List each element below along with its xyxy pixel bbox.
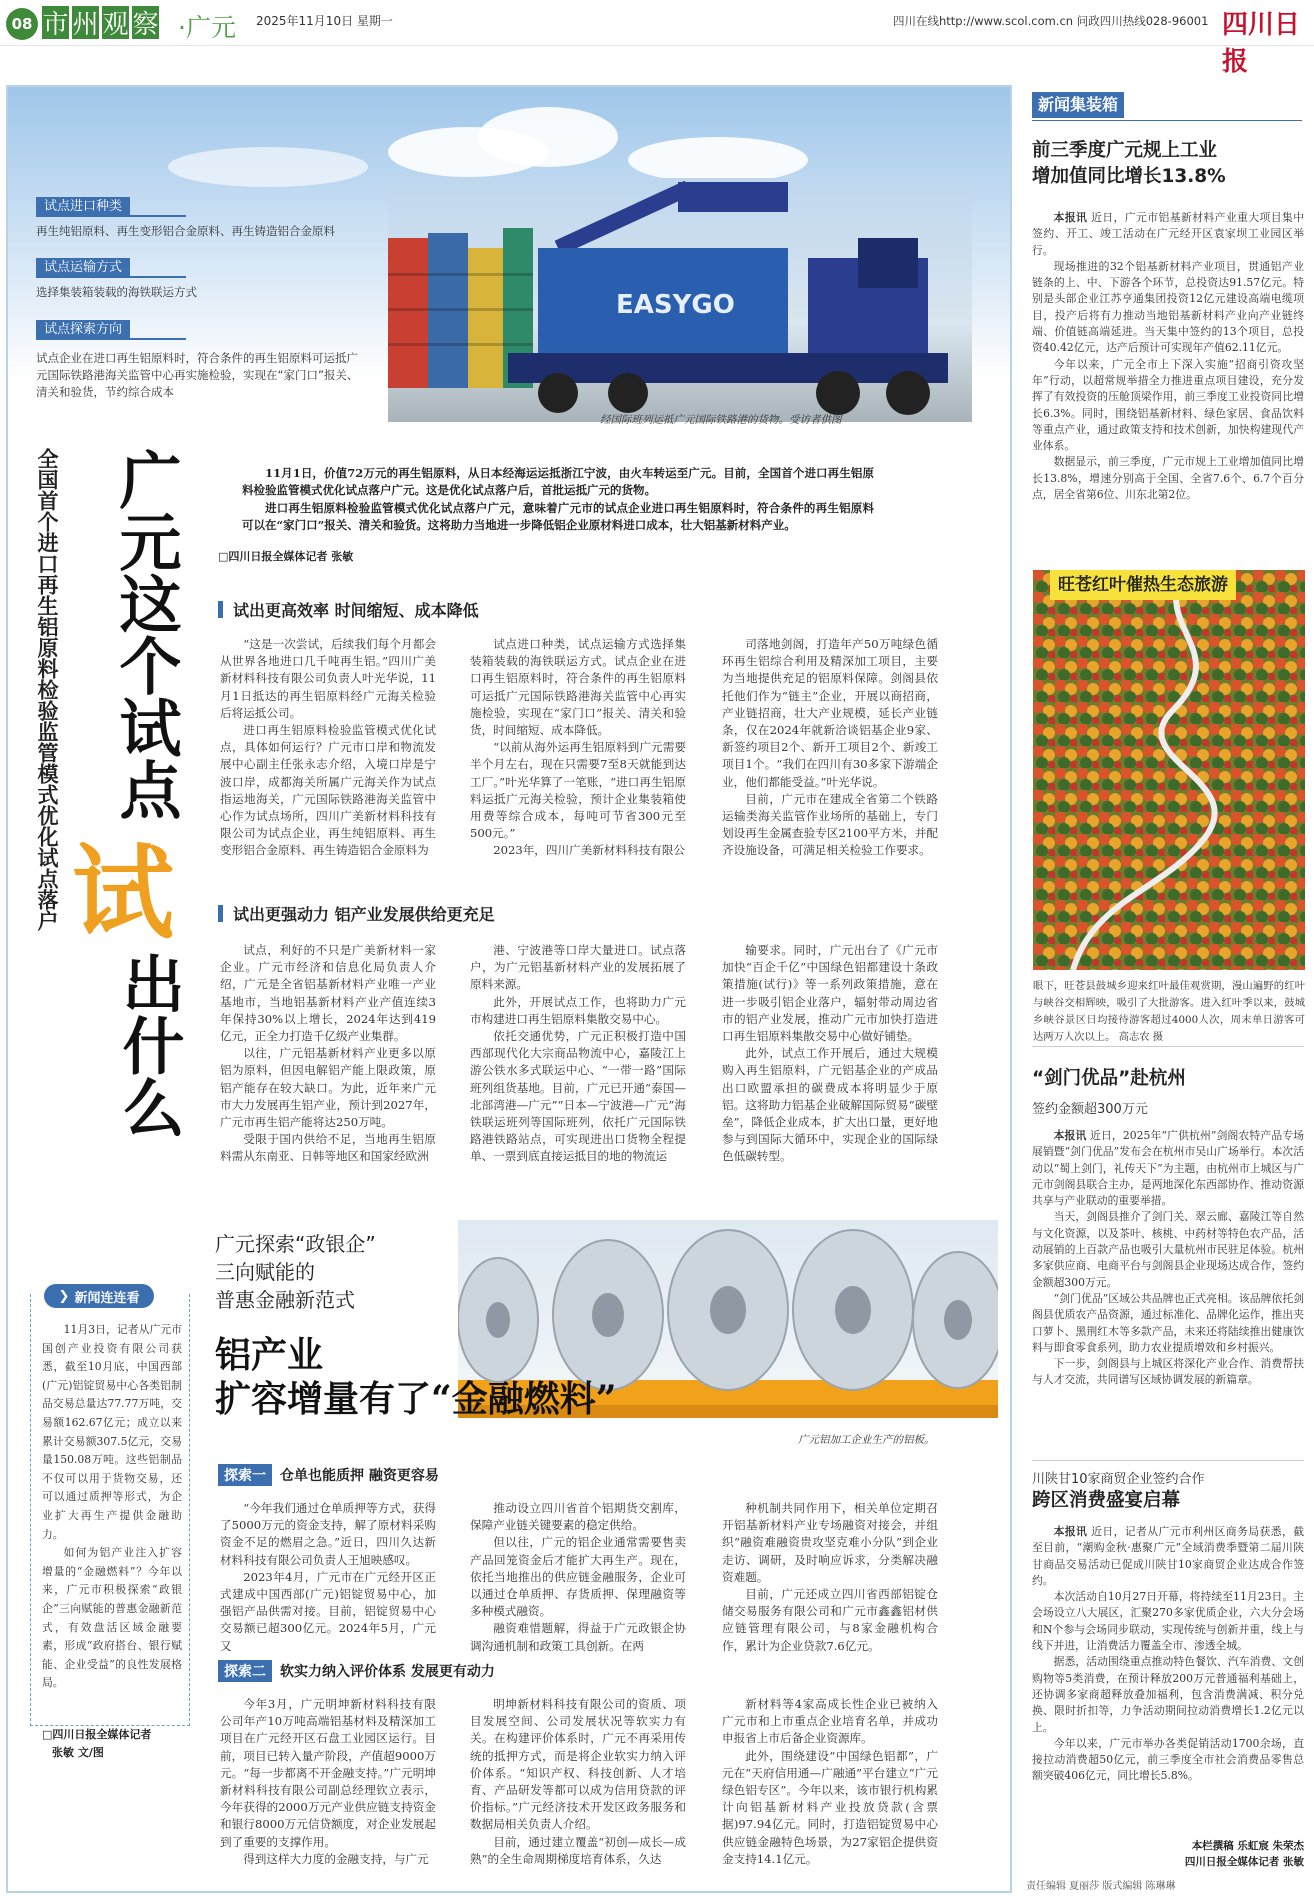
paragraph: 2023年4月，广元市在广元经开区正式建成中国西部(广元)铝锭贸易中心，加强铝产品供需对接。目前，铝锭贸易中心交易额已超300亿元。2024年5月，广元又 [220, 1569, 436, 1653]
paragraph: 港、宁波港等口岸大量进口。试点落户，为广元铝基新材料产业的发展拓展了原料来源。 [470, 943, 686, 992]
page-footer: 责任编辑 夏丽莎 版式编辑 陈琳琳 [1026, 1881, 1176, 1892]
section-2-title: 试出更强动力 铝产业发展供给更充足 [233, 905, 495, 924]
section-char: 州 [72, 6, 99, 39]
forest-banner: 旺苍红叶催热生态旅游 [1050, 570, 1236, 600]
explore-2-heading [218, 1660, 495, 1682]
divider [1032, 1460, 1304, 1461]
section-char: 市 [42, 6, 69, 39]
title-line: 扩容增量有了“金融燃料” [215, 1378, 617, 1420]
cloud [628, 137, 808, 183]
divider [1032, 120, 1302, 121]
article-3-title: 跨区消费盛宴启幕 [1032, 1490, 1181, 1511]
s2-col-2 [470, 942, 686, 1166]
news-badge-label: 新闻连连看 [74, 1290, 140, 1306]
paragraph: 据悉，活动围绕重点推动特色餐饮、汽车消费、文创购物等5类消费，在预计释放200万元普通福利基础上，还协调多家商超释放叠加福利，包含消费满减、积分兑换、限时折扣等，力争活动期间拉动消费增长1.2亿元以上。 [1032, 1655, 1304, 1734]
paragraph: 目前，通过建立覆盖“初创—成长—成熟”的全生命周期梯度培育体系，久达 [470, 1834, 686, 1866]
tag-import-type: 试点进口种类 [36, 197, 130, 216]
forest-photo [1033, 570, 1305, 970]
tag-underline [36, 338, 186, 340]
autumn-forest-illustration [1033, 570, 1305, 970]
article-1-title [1032, 138, 1302, 190]
lead-label: 本报讯 [1053, 1129, 1087, 1142]
paragraph: 但以往，广元的铝企业通常需要售卖产品回笼资金后才能扩大再生产。现在，依托当地推出的供应链金融服务，企业可以通过仓单质押、存货质押、保理融资等多种模式融资。 [470, 1535, 686, 1619]
paragraph: 新材料等4家高成长性企业已被纳入广元市和上市重点企业培育名单，并成功申报省上市后备企业资源库。 [722, 1697, 938, 1746]
paragraph: 2023年，四川广美新材料科技有限公 [493, 843, 686, 858]
explore-2-title: 软实力纳入评价体系 发展更有动力 [280, 1664, 495, 1680]
paragraph: 目前，广元市在建成全省第二个铁路运输类海关监管作业场所的基础上，专门划设再生金属查验专区2100平方米，并配齐设施设备，可满足相关检验工作要求。 [722, 791, 938, 858]
cloud [478, 107, 618, 167]
paragraph: 今年以来，广元市举办各类促销活动1700余场，直接拉动消费超50亿元，前三季度全市社会消费品零售总额突破406亿元，同比增长5.8%。 [1032, 1736, 1304, 1783]
tag-underline [36, 215, 186, 217]
s1-col-1 [220, 636, 436, 860]
explore-1-title: 仓单也能质押 融资更容易 [280, 1468, 439, 1484]
news-byline [42, 1726, 151, 1762]
photo-caption: 经国际班列运抵广元国际铁路港的货物。受访者供图 [600, 414, 842, 426]
s1-col-2 [470, 636, 686, 860]
article-2-subtitle: 签约金额超300万元 [1032, 1102, 1148, 1117]
paragraph: 种机制共同作用下，相关单位定期召开铝基新材料产业专场融资对接会，并组织“融资难融资贵攻坚克难小分队”到企业走访、调研，及时响应诉求，分类解决融资难题。 [722, 1501, 938, 1584]
paragraph: 近日，广元市铝基新材料产业重大项目集中签约、开工、竣工活动在广元经开区袁家坝工业园区举行。 [1032, 211, 1305, 257]
paragraph: 司落地剑阁，打造年产50万吨绿色循环再生铝综合利用及精深加工项目，主要为当地提供充足的铝原料保障。剑阁县依托他们作为“链主”企业，开展以商招商，产业链招商，壮大产业规模，延长产业链条，仅在2024年就新洽谈铝基企业9家、新签约项目2个、新开工项目2个、新竣工项目1个。“我们在四川有30多家下游端企业，他们都能受益。”叶光华说。 [722, 637, 938, 789]
subtitle-line: 三向赋能的 [215, 1260, 315, 1284]
page-number: 08 [6, 8, 38, 40]
lead-para: 11月1日，价值72万元的再生铝原料，从日本经海运运抵浙江宁波，由火车转运至广元。目前，全国首个进口再生铝原料检验监管模式优化试点落户广元。这是优化试点落户后，首批运抵广元的货物。 [242, 466, 874, 498]
credit-line: 四川日报全媒体记者 张敏 [1184, 1856, 1304, 1868]
container-yard-photo [388, 178, 972, 422]
tag-transport: 试点运输方式 [36, 258, 130, 277]
headline-tail: 出什么 [112, 952, 185, 1138]
lead-paragraph [242, 465, 874, 534]
subtitle-line: 广元探索“政银企” [215, 1232, 376, 1256]
divider [1032, 1046, 1304, 1047]
article-2-body [1032, 1128, 1304, 1389]
paragraph: 受限于国内供给不足，当地再生铝原料需从东南亚、日韩等地区和国家经欧洲 [220, 1132, 436, 1164]
paragraph: 此外，试点工作开展后，通过大规模购入再生铝原料，广元铝基企业的产成品出口欧盟承担的碳费成本将明显少于原铝。这将助力铝基企业破解国际贸易“碳壁垒”，降低企业成本，扩大出口量，更好地参与到国际大循环中，实现企业的国际绿色低碳转型。 [722, 1046, 938, 1164]
paragraph: 现场推进的32个铝基新材料产业项目，贯通铝产业链条的上、中、下游各个环节，总投资达91.57亿元。特别是头部企业江苏亨通集团投资12亿元建设高端电缆项目，投产后将有力推动当地铝基新材料产业向产业链终端、价值链高端延进。当天集中签约的13个项目，总投资40.42亿元，达产后预计可实现年产值62.11亿元。 [1032, 259, 1304, 355]
paragraph: 输要求。同时，广元出台了《广元市加快“百企千亿”中国绿色铝都建设十条政策措施(试行)》等一系列政策措施，意在进一步吸引铝企业落户，辐射带动周边省市的铝产业发展，推动广元市加快打造进口再生铝原料集散交易中心做好铺垫。 [722, 943, 938, 1044]
news-badge [44, 1284, 154, 1308]
subtitle-line: 普惠金融新范式 [215, 1288, 355, 1312]
paragraph: 推动设立四川省首个铝期货交割库，保障产业链关键要素的稳定供给。 [470, 1501, 686, 1533]
e1-col-2 [470, 1500, 686, 1655]
s2-col-1 [220, 942, 436, 1166]
paragraph: 近日，记者从广元市利州区商务局获悉，截至目前，“潮购金秋·惠聚广元”全域消费季暨第二届川陕甘商品交易活动已促成川陕甘10家商贸企业达成合作签约。 [1032, 1525, 1305, 1587]
e2-col-2 [470, 1696, 686, 1868]
explore-1-tag: 探索一 [218, 1464, 272, 1486]
tag-underline [36, 276, 186, 278]
paragraph: 今年以来，广元全市上下深入实施“招商引资攻坚年”行动，以超常规举措全力推进重点项目建设，充分发挥了有效投资的压舱顶梁作用，前三季度工业投资同比增长6.3%。同时，围绕铝基新材料、绿色家居、食品饮料等重点产业，通过政策支持和技术创新，加快构建现代产业体系。 [1032, 357, 1304, 453]
news-container-title: 新闻集装箱 [1032, 92, 1124, 118]
paragraph: 今年3月，广元明坤新材料科技有限公司年产10万吨高端铝基材料及精深加工项目在广元经开区石盘工业园区运行。目前，项目已转入量产阶段，产值超9000万元。“每一步都离不开金融支持。”广元明坤新材料科技有限公司副总经理钦立表示，今年获得的2000万元产业供应链支持资金和银行8000万元信贷额度，对企业发展起到了重要的支撑作用。 [220, 1697, 436, 1849]
right-column-credits [1032, 1838, 1304, 1870]
section-1-title: 试出更高效率 时间缩短、成本降低 [233, 601, 479, 620]
article-1-body [1032, 210, 1304, 503]
tag-direction-text: 试点企业在进口再生铝原料时，符合条件的再生铝原料可运抵广元国际铁路港海关监管中心再实施检验，实现在“家门口”报关、清关和验货，节约综合成本 [36, 351, 359, 399]
paragraph: 此外，开展试点工作，也将助力广元市构建进口再生铝原料集散交易中心。 [470, 994, 686, 1026]
paragraph: 如何为铝产业注入扩容增量的“金融燃料”？今年以来，广元市积极探索“政银企”三向赋能的普惠金融新范式，有效盘活区域金融要素，形成“政府搭台、银行赋能、企业受益”的良性发展格局。 [42, 1546, 182, 1690]
paragraph: 得到这样大力度的金融支持，与广元 [243, 1851, 429, 1866]
paragraph: 明坤新材料科技有限公司的资质、项目发展空间、公司发展状况等软实力有关。在构建评价体系时，广元不再采用传统的抵押方式，而是将企业软实力纳入评价体系。“知识产权、科技创新、人才培育、产品研发等都可以成为信用贷款的评价指标。”广元经济技术开发区政务服务和数据局相关负责人介绍。 [470, 1697, 686, 1832]
title-line: 前三季度广元规上工业 [1032, 140, 1218, 161]
site-info: 四川在线http://www.scol.com.cn 问政四川热线028-96001 [893, 14, 1209, 28]
section-subname: ·广元 [178, 13, 236, 42]
s1-col-3 [722, 636, 938, 860]
chevron-right-icon: ❯ [58, 1288, 70, 1304]
title-line: 铝产业 [215, 1334, 324, 1376]
paragraph: 近日，2025年“广供杭州”剑阁农特产品专场展销暨“剑门优品”发布会在杭州市吴山广场举行。本次活动以“蜀上剑门，礼传天下”为主题，由杭州市上城区与广元市剑阁县联合主办，是两地深化东西部协作、推动资源共享与产业联动的重要举措。 [1032, 1129, 1305, 1208]
heading-bar [218, 601, 223, 618]
section-1-heading [218, 598, 479, 621]
paragraph: 数据显示，前三季度，广元市规上工业增加值同比增长13.8%，增速分别高于全国、全省7.6个、6.7个百分点，居全省第6位、川东北第2位。 [1032, 455, 1304, 502]
article-3-subtitle: 川陕甘10家商贸企业签约合作 [1032, 1472, 1205, 1487]
byline-line: □四川日报全媒体记者 [42, 1728, 152, 1741]
heading-bar [218, 905, 223, 922]
article-2-title: “剑门优品”赴杭州 [1032, 1068, 1186, 1089]
container-logo: EASYGO [616, 290, 735, 320]
paragraph: 进口再生铝原料检验监管模式优化试点，具体如何运行？广元市口岸和物流发展中心副主任张永志介绍，入境口岸是宁波口岸，成都海关所属广元海关作为试点指运地海关，广元国际铁路港海关监管中心作为试点场所，四川广美新材料科技有限公司为试点企业，再生纯铝原料、再生变形铝合金原料、再生铸造铝合金原料为 [220, 723, 436, 858]
byline-line: 张敏 文/图 [52, 1746, 104, 1759]
tag-direction: 试点探索方向 [36, 320, 130, 339]
forest-caption: 眼下，旺苍县鼓城乡迎来红叶最佳观赏期，漫山遍野的红叶与峡谷交相辉映，吸引了大批游客。进入红叶季以来，鼓城乡峡谷景区日均接待游客超过4000人次，周末单日游客可达两万人次以上。 高志农 摄 [1033, 980, 1305, 1043]
headline-top: 广元这个试点 [109, 448, 182, 820]
lead-label: 本报讯 [1053, 211, 1088, 224]
paragraph: 融资难惜题解，得益于广元政银企协调沟通机制和政策工具创新。在两 [470, 1621, 686, 1653]
paragraph: “剑门优品”区域公共品牌也正式亮相。该品牌依托剑阁县优质农产品资源，通过标准化、品牌化运作，推出夹口萝卜、黑荆红木等多款产品，未来还将陆续推出健康饮料与即食零食系列，助力农业提质增效和乡村振兴。 [1032, 1291, 1304, 1354]
issue-date: 2025年11月10日 星期一 [256, 14, 393, 28]
lead-para: 进口再生铝原料检验监管模式优化试点落户广元，意味着广元市的试点企业进口再生铝原料时，符合条件的再生铝原料可以在“家门口”报关、清关和验货。这将助力当地进一步降低铝企业原材料进口成本，壮大铝基新材料产业。 [242, 500, 874, 532]
headline-kicker: 全国首个进口再生铝原料检验监管模式优化试点落户 [35, 448, 60, 931]
paragraph: 依托交通优势，广元正积极打造中国西部现代化大宗商品物流中心，嘉陵江上游公铁水多式联运中心、“一带一路”国际班列组货基地。目前，广元已开通“泰国—北部湾港—广元”“日本—宁波港—广元”海铁联运班列等国际班列，依托广元国际铁路港铁路站点，可实现进出口货物全程提单、一票到底直接运抵目的地的物流运 [470, 1029, 686, 1164]
paragraph: “今年我们通过仓单质押等方式，获得了5000万元的资金支持，解了原材料采购资金不足的燃眉之急。”近日，四川久达新材料科技有限公司负责人王旭映感叹。 [220, 1501, 436, 1567]
headline-big-char: 试 [72, 834, 174, 954]
e1-col-3 [722, 1500, 938, 1655]
tag-import-type-text: 再生纯铝原料、再生变形铝合金原料、再生铸造铝合金原料 [36, 224, 335, 238]
paragraph: 下一步，剑阁县与上城区将深化产业合作、消费帮扶与人才交流，共同谱写区域协调发展的新篇章。 [1032, 1357, 1304, 1387]
paragraph: 试点，利好的不只是广美新材料一家企业。广元市经济和信息化局负责人介绍，广元是全省铝基新材料产业唯一产业基地市，当地铝基新材料产业产值连续3年保持30%以上增长，2024年达到419亿元，正全力打造千亿级产业集群。 [220, 943, 436, 1044]
lead-label: 本报讯 [1053, 1525, 1088, 1538]
s2-col-3 [722, 942, 938, 1166]
explore-1-heading [218, 1464, 439, 1486]
paragraph: 11月3日，记者从广元市国创产业投资有限公司获悉，截至10月底，中国西部(广元)铝锭贸易中心各类铝制品交易总量达77.77万吨，交易额162.67亿元；成立以来累计交易额307.5亿元，交易量150.08万吨。这些铝制品不仅可以用于货物交易，还可以通过质押等形式，为企业扩大再生产提供金融助力。 [42, 1323, 182, 1541]
section-char: 察 [132, 6, 159, 39]
paragraph: 以往，广元铝基新材料产业更多以原铝为原料，但因电解铝产能上限政策，原铝产能存在较大缺口。为此，近年来广元市大力发展再生铝产业，预计到2027年，广元市再生铝产能将达250万吨。 [220, 1046, 436, 1130]
cloud [168, 147, 368, 187]
byline: □四川日报全媒体记者 张敏 [218, 550, 354, 563]
e2-col-1 [220, 1696, 436, 1868]
paragraph: 目前，广元还成立四川省西部铝锭仓储交易服务有限公司和广元市鑫鑫铝材供应链管理有限公司，与8家金融机构合作，累计为企业贷款7.6亿元。 [722, 1587, 938, 1653]
section-char: 观 [102, 6, 129, 39]
paragraph: 当天，剑阁县推介了剑门关、翠云廊、嘉陵江等自然与文化资源，以及茶叶、核桃、中药材等特色农产品，活动展销的上百款产品也吸引大量杭州市民驻足体验。杭州多家供应商、电商平台与剑阁县企业现场达成合作，签约金额超300万元。 [1032, 1210, 1304, 1289]
title-line: 增加值同比增长13.8% [1032, 166, 1226, 187]
credit-line: 本栏撰稿 乐虹宸 朱荣杰 [1191, 1840, 1304, 1852]
finance-title [215, 1333, 616, 1421]
news-text [42, 1321, 182, 1693]
e1-col-1 [220, 1500, 436, 1655]
paragraph: 此外，围绕建设“中国绿色铝都”，广元在“天府信用通—广融通”平台建立“广元绿色铝专区”。今年以来，该市银行机构累计向铝基新材料产业投放贷款(含票据)97.94亿元。同时，打造铝锭贸易中心供应链金融特色场景，为27家铝企提供资金支持14.1亿元。 [722, 1748, 938, 1866]
e2-col-3 [722, 1696, 938, 1868]
paragraph: 本次活动自10月27日开幕，将持续至11月23日。主会场设立八大展区，汇聚270多家优质企业，六大分会场和N个参与会场同步联动，实现传统与创新并重，线上与线下并进，让消费活力覆盖全市、渗透全城。 [1032, 1590, 1304, 1653]
coil-caption: 广元铝加工企业生产的铝板。 [798, 1434, 935, 1446]
paragraph: “以前从海外运再生铝原料到广元需要半个月左右，现在只需要7至8天就能到达工厂。”叶光华算了一笔账，“进口再生铝原料运抵广元海关检验，预计企业集装箱使用费等综合成本，每吨可节省300元至500元。” [470, 740, 686, 841]
tag-transport-text: 选择集装箱装载的海铁联运方式 [36, 285, 197, 299]
section-name [42, 6, 159, 40]
masthead-logo: 四川日报 [1222, 10, 1301, 77]
paragraph: “这是一次尝试，后续我们每个月都会从世界各地进口几千吨再生铝。”四川广美新材料科技有限公司负责人叶光华说，11月1日抵达的再生铝原料经广元海关检验后将运抵公司。 [220, 637, 436, 720]
section-2-heading [218, 902, 495, 925]
article-3-body [1032, 1524, 1304, 1785]
paragraph: 试点进口种类，试点运输方式选择集装箱装载的海铁联运方式。试点企业在进口再生铝原料时，符合条件的再生铝原料可运抵广元国际铁路港海关监管中心再实施检验，实现在“家门口”报关、清关和验货，时间缩短、成本降低。 [470, 637, 686, 738]
explore-2-tag: 探索二 [218, 1660, 272, 1682]
finance-subtitle [215, 1230, 376, 1314]
